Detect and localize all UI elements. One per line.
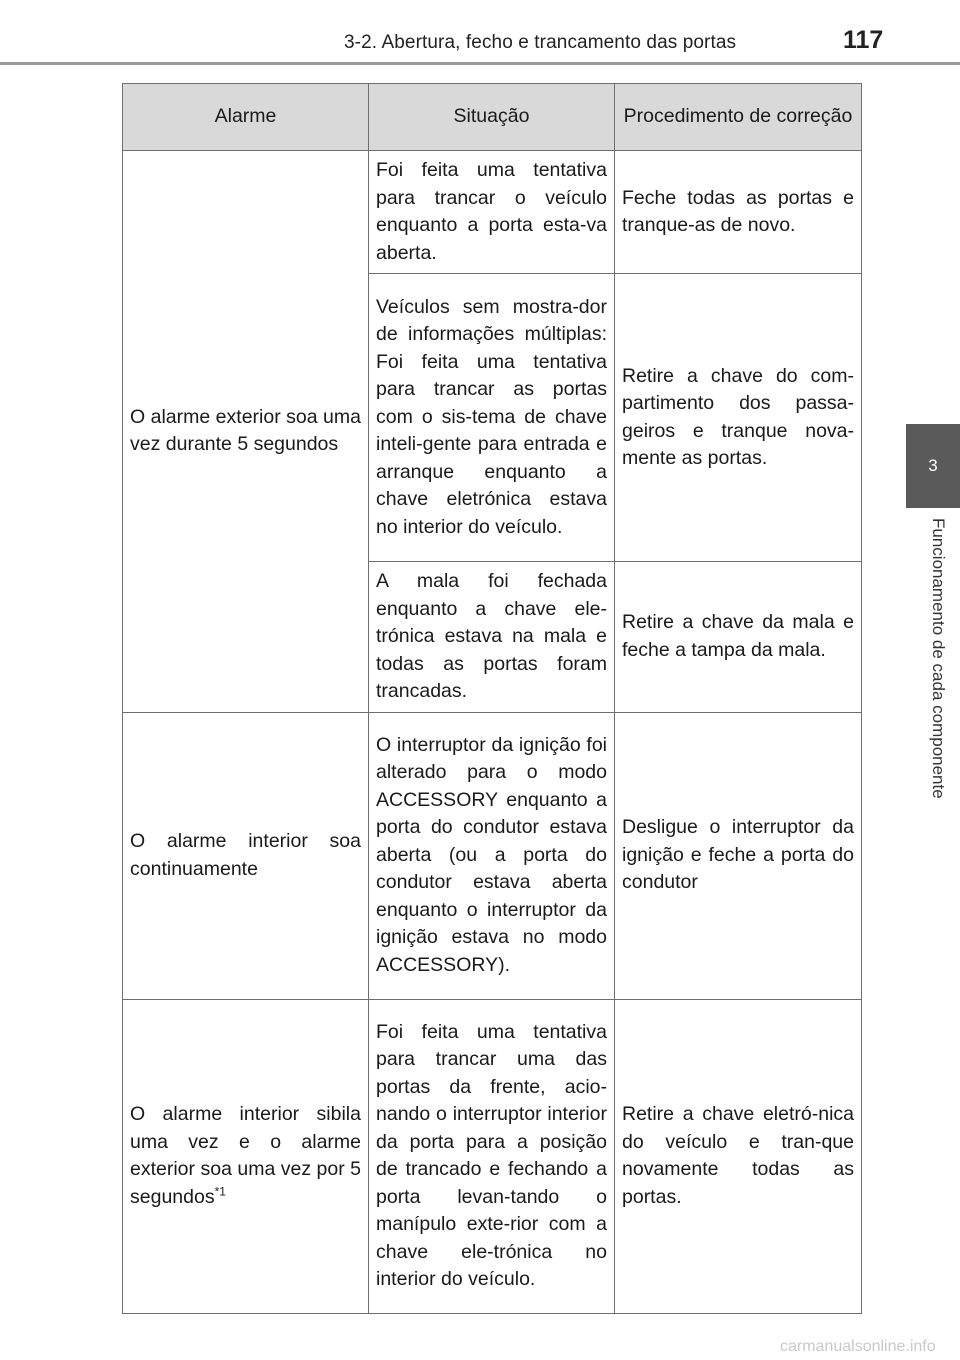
column-header-alarm: Alarme: [123, 84, 369, 151]
table-row: [123, 712, 862, 999]
chapter-tab: [906, 424, 960, 508]
procedure-cell: Retire a chave da mala e feche a tampa da mala.: [615, 562, 862, 713]
situation-cell: A mala foi fechada enquanto a chave ele-trónica estava na mala e todas as portas foram trancadas.: [369, 562, 615, 713]
watermark: carmanualsonline.info: [780, 1338, 936, 1355]
footnote-marker: *1: [214, 1184, 226, 1198]
alarm-cell: O alarme interior soa continuamente: [123, 712, 369, 999]
page-number: 117: [843, 26, 884, 54]
section-title: 3-2. Abertura, fecho e trancamento das portas: [344, 32, 737, 53]
situation-cell: Veículos sem mostra-dor de informações múltiplas: Foi feita uma tentativa para trancar as portas com o sis-tema de chave inteli-gente para entrada e arranque enquanto a chave eletrónica estava no interior do veículo.: [369, 274, 615, 562]
alarm-cell: O alarme exterior soa uma vez durante 5 segundos: [123, 151, 369, 713]
alarm-cell: [123, 999, 369, 1313]
table-header-row: [123, 84, 862, 151]
page-header: [0, 0, 960, 64]
table-row: [123, 999, 862, 1313]
procedure-cell: Retire a chave do com-partimento dos passa-geiros e tranque nova-mente as portas.: [615, 274, 862, 562]
column-header-procedure: [615, 84, 862, 151]
procedure-cell: Retire a chave eletró-nica do veículo e tran-que novamente todas as portas.: [615, 999, 862, 1313]
alarm-text: O alarme interior sibila uma vez e o alarme exterior soa uma vez por 5 segundos: [130, 1103, 361, 1208]
procedure-cell: Feche todas as portas e tranque-as de novo.: [615, 151, 862, 274]
table-row: [123, 151, 862, 274]
chapter-title: Funcionamento de cada componente: [929, 518, 948, 799]
chapter-number: 3: [928, 456, 938, 475]
alarm-table: [122, 83, 862, 1314]
procedure-cell: Desligue o interruptor da ignição e feche a porta do condutor: [615, 712, 862, 999]
column-header-situation: Situação: [369, 84, 615, 151]
situation-cell: Foi feita uma tentativa para trancar uma das portas da frente, acio-nando o interruptor interior da porta para a posição de trancado e fechando a porta levan-tando o manípulo exte-rior com a chave ele-trónica no interior do veículo.: [369, 999, 615, 1313]
header-rule: [0, 62, 960, 65]
column-header-procedure-text: Procedimento de correção: [623, 105, 853, 128]
situation-cell: Foi feita uma tentativa para trancar o veículo enquanto a porta esta-va aberta.: [369, 151, 615, 274]
situation-cell: O interruptor da ignição foi alterado para o modo ACCESSORY enquanto a porta do condutor estava aberta (ou a porta do condutor estava aberta enquanto o interruptor da ignição estava no modo ACCESSORY).: [369, 712, 615, 999]
